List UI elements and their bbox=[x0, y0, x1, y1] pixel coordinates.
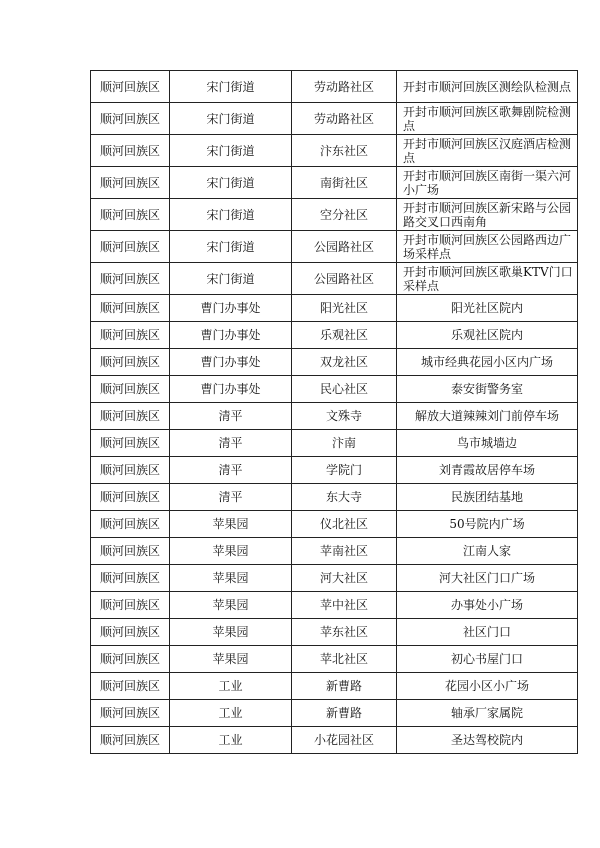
table-row bbox=[91, 295, 578, 322]
district-cell: 顺河回族区 bbox=[91, 673, 170, 700]
subdistrict-cell: 宋门街道 bbox=[170, 263, 292, 295]
community-cell: 文殊寺 bbox=[292, 403, 397, 430]
district-cell: 顺河回族区 bbox=[91, 511, 170, 538]
testing-site-cell: 刘青霞故居停车场 bbox=[397, 457, 578, 484]
testing-site-cell: 鸟市城墙边 bbox=[397, 430, 578, 457]
table-row bbox=[91, 167, 578, 199]
subdistrict-cell: 苹果园 bbox=[170, 538, 292, 565]
subdistrict-cell: 工业 bbox=[170, 700, 292, 727]
district-cell: 顺河回族区 bbox=[91, 103, 170, 135]
community-cell: 阳光社区 bbox=[292, 295, 397, 322]
community-cell: 双龙社区 bbox=[292, 349, 397, 376]
testing-site-cell: 圣达驾校院内 bbox=[397, 727, 578, 754]
testing-site-cell: 开封市顺河回族区测绘队检测点 bbox=[397, 71, 578, 103]
testing-site-cell: 开封市顺河回族区汉庭酒店检测点 bbox=[397, 135, 578, 167]
testing-site-cell: 开封市顺河回族区歌舞剧院检测点 bbox=[397, 103, 578, 135]
community-cell: 公园路社区 bbox=[292, 231, 397, 263]
table-row bbox=[91, 231, 578, 263]
district-cell: 顺河回族区 bbox=[91, 376, 170, 403]
community-cell: 苹北社区 bbox=[292, 646, 397, 673]
subdistrict-cell: 宋门街道 bbox=[170, 231, 292, 263]
testing-site-cell: 花园小区小广场 bbox=[397, 673, 578, 700]
testing-site-cell: 办事处小广场 bbox=[397, 592, 578, 619]
table-body bbox=[91, 71, 578, 754]
testing-sites-table bbox=[90, 70, 578, 754]
community-cell: 劳动路社区 bbox=[292, 71, 397, 103]
table-row bbox=[91, 457, 578, 484]
district-cell: 顺河回族区 bbox=[91, 430, 170, 457]
table-row bbox=[91, 349, 578, 376]
district-cell: 顺河回族区 bbox=[91, 403, 170, 430]
district-cell: 顺河回族区 bbox=[91, 592, 170, 619]
district-cell: 顺河回族区 bbox=[91, 135, 170, 167]
district-cell: 顺河回族区 bbox=[91, 263, 170, 295]
district-cell: 顺河回族区 bbox=[91, 727, 170, 754]
district-cell: 顺河回族区 bbox=[91, 700, 170, 727]
community-cell: 小花园社区 bbox=[292, 727, 397, 754]
subdistrict-cell: 宋门街道 bbox=[170, 199, 292, 231]
district-cell: 顺河回族区 bbox=[91, 322, 170, 349]
community-cell: 新曹路 bbox=[292, 673, 397, 700]
community-cell: 汴东社区 bbox=[292, 135, 397, 167]
subdistrict-cell: 宋门街道 bbox=[170, 103, 292, 135]
district-cell: 顺河回族区 bbox=[91, 484, 170, 511]
subdistrict-cell: 工业 bbox=[170, 673, 292, 700]
subdistrict-cell: 苹果园 bbox=[170, 592, 292, 619]
community-cell: 空分社区 bbox=[292, 199, 397, 231]
subdistrict-cell: 宋门街道 bbox=[170, 167, 292, 199]
subdistrict-cell: 清平 bbox=[170, 484, 292, 511]
testing-site-cell: 初心书屋门口 bbox=[397, 646, 578, 673]
community-cell: 河大社区 bbox=[292, 565, 397, 592]
table-row bbox=[91, 511, 578, 538]
testing-site-cell: 50号院内广场 bbox=[397, 511, 578, 538]
testing-site-cell: 泰安街警务室 bbox=[397, 376, 578, 403]
table-row bbox=[91, 376, 578, 403]
district-cell: 顺河回族区 bbox=[91, 565, 170, 592]
district-cell: 顺河回族区 bbox=[91, 71, 170, 103]
community-cell: 劳动路社区 bbox=[292, 103, 397, 135]
community-cell: 公园路社区 bbox=[292, 263, 397, 295]
district-cell: 顺河回族区 bbox=[91, 199, 170, 231]
district-cell: 顺河回族区 bbox=[91, 231, 170, 263]
subdistrict-cell: 清平 bbox=[170, 457, 292, 484]
subdistrict-cell: 曹门办事处 bbox=[170, 322, 292, 349]
table-row bbox=[91, 135, 578, 167]
subdistrict-cell: 苹果园 bbox=[170, 619, 292, 646]
testing-site-cell: 轴承厂家属院 bbox=[397, 700, 578, 727]
district-cell: 顺河回族区 bbox=[91, 167, 170, 199]
testing-site-cell: 阳光社区院内 bbox=[397, 295, 578, 322]
testing-site-cell: 河大社区门口广场 bbox=[397, 565, 578, 592]
table-row bbox=[91, 619, 578, 646]
community-cell: 苹东社区 bbox=[292, 619, 397, 646]
community-cell: 汴南 bbox=[292, 430, 397, 457]
table-row bbox=[91, 263, 578, 295]
testing-site-cell: 乐观社区院内 bbox=[397, 322, 578, 349]
district-cell: 顺河回族区 bbox=[91, 538, 170, 565]
subdistrict-cell: 曹门办事处 bbox=[170, 295, 292, 322]
subdistrict-cell: 清平 bbox=[170, 403, 292, 430]
table-row bbox=[91, 700, 578, 727]
table-row bbox=[91, 322, 578, 349]
subdistrict-cell: 曹门办事处 bbox=[170, 349, 292, 376]
district-cell: 顺河回族区 bbox=[91, 295, 170, 322]
district-cell: 顺河回族区 bbox=[91, 646, 170, 673]
testing-site-cell: 城市经典花园小区内广场 bbox=[397, 349, 578, 376]
community-cell: 苹南社区 bbox=[292, 538, 397, 565]
table-row bbox=[91, 673, 578, 700]
subdistrict-cell: 工业 bbox=[170, 727, 292, 754]
table-row bbox=[91, 484, 578, 511]
subdistrict-cell: 苹果园 bbox=[170, 646, 292, 673]
table-row bbox=[91, 538, 578, 565]
community-cell: 苹中社区 bbox=[292, 592, 397, 619]
testing-site-cell: 社区门口 bbox=[397, 619, 578, 646]
testing-site-cell: 开封市顺河回族区公园路西边广场采样点 bbox=[397, 231, 578, 263]
table-row bbox=[91, 403, 578, 430]
community-cell: 学院门 bbox=[292, 457, 397, 484]
table-row bbox=[91, 592, 578, 619]
district-cell: 顺河回族区 bbox=[91, 349, 170, 376]
community-cell: 仪北社区 bbox=[292, 511, 397, 538]
testing-site-cell: 解放大道辣辣刘门前停车场 bbox=[397, 403, 578, 430]
subdistrict-cell: 苹果园 bbox=[170, 565, 292, 592]
subdistrict-cell: 苹果园 bbox=[170, 511, 292, 538]
table-row bbox=[91, 646, 578, 673]
community-cell: 东大寺 bbox=[292, 484, 397, 511]
community-cell: 南街社区 bbox=[292, 167, 397, 199]
subdistrict-cell: 宋门街道 bbox=[170, 135, 292, 167]
testing-site-cell: 开封市顺河回族区南街一渠六河小广场 bbox=[397, 167, 578, 199]
district-cell: 顺河回族区 bbox=[91, 619, 170, 646]
table-row bbox=[91, 199, 578, 231]
table-row bbox=[91, 430, 578, 457]
community-cell: 新曹路 bbox=[292, 700, 397, 727]
subdistrict-cell: 清平 bbox=[170, 430, 292, 457]
table-row bbox=[91, 71, 578, 103]
testing-site-cell: 开封市顺河回族区新宋路与公园路交叉口西南角 bbox=[397, 199, 578, 231]
table-row bbox=[91, 565, 578, 592]
subdistrict-cell: 曹门办事处 bbox=[170, 376, 292, 403]
testing-site-cell: 民族团结基地 bbox=[397, 484, 578, 511]
community-cell: 乐观社区 bbox=[292, 322, 397, 349]
table-row bbox=[91, 103, 578, 135]
testing-site-cell: 江南人家 bbox=[397, 538, 578, 565]
community-cell: 民心社区 bbox=[292, 376, 397, 403]
testing-site-cell: 开封市顺河回族区歌巢KTV门口采样点 bbox=[397, 263, 578, 295]
table-row bbox=[91, 727, 578, 754]
district-cell: 顺河回族区 bbox=[91, 457, 170, 484]
subdistrict-cell: 宋门街道 bbox=[170, 71, 292, 103]
